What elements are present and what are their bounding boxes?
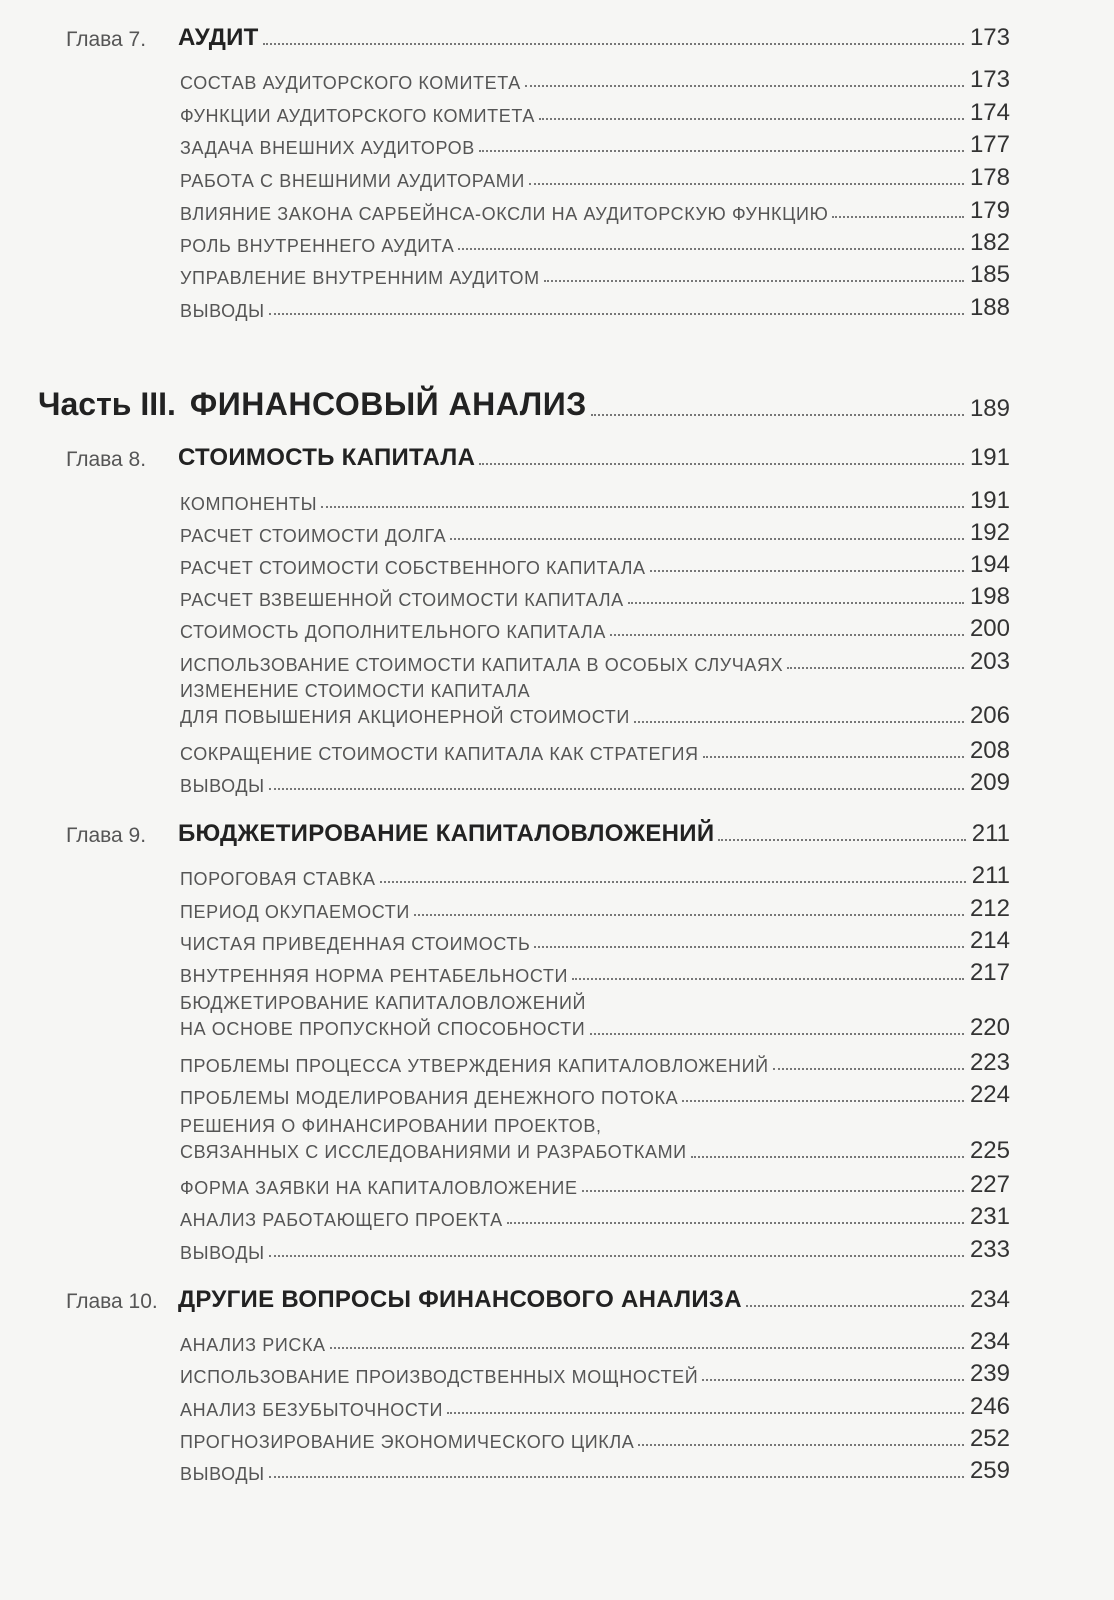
section-row (180, 551, 1010, 579)
section-row (180, 648, 1010, 676)
dot-leader (380, 881, 966, 883)
section-page: 224 (969, 1081, 1010, 1108)
chapter-page: 173 (969, 24, 1010, 51)
part-page: 189 (969, 395, 1010, 422)
section-row (180, 131, 1010, 159)
dot-leader (572, 978, 964, 980)
section-title: ВЫВОДЫ (180, 1464, 265, 1484)
section-title: ВЫВОДЫ (180, 1243, 265, 1263)
section-title: ФУНКЦИИ АУДИТОРСКОГО КОМИТЕТА (180, 106, 535, 126)
section-row (180, 229, 1010, 257)
section-page: 182 (969, 229, 1010, 256)
section-row (180, 1236, 1010, 1264)
section-title: ИСПОЛЬЗОВАНИЕ ПРОИЗВОДСТВЕННЫХ МОЩНОСТЕЙ (180, 1367, 699, 1387)
dot-leader (458, 248, 964, 250)
section-title: ВЫВОДЫ (180, 776, 265, 796)
section-title: ВНУТРЕННЯЯ НОРМА РЕНТАБЕЛЬНОСТИ (180, 966, 569, 986)
section-page: 177 (969, 131, 1010, 158)
section-row (180, 1049, 1010, 1077)
section-row (180, 66, 1010, 94)
section-row (180, 927, 1010, 955)
dot-leader (269, 1476, 964, 1478)
section-page: 173 (969, 66, 1010, 93)
section-row (180, 294, 1010, 322)
dot-leader (534, 946, 964, 948)
section-row (180, 959, 1010, 987)
section-title: АНАЛИЗ РИСКА (180, 1335, 326, 1355)
section-page: 211 (971, 862, 1010, 889)
section-page: 194 (969, 551, 1010, 578)
dot-leader (718, 839, 965, 841)
section-title: ВЫВОДЫ (180, 301, 265, 321)
dot-leader (787, 667, 964, 669)
chapter-number: Глава 7. (66, 28, 147, 51)
section-row (180, 487, 1010, 515)
section-row (180, 261, 1010, 289)
section-title: РАБОТА С ВНЕШНИМИ АУДИТОРАМИ (180, 171, 525, 191)
section-row (180, 583, 1010, 611)
section-page: 225 (969, 1137, 1010, 1164)
section-title: ВЛИЯНИЕ ЗАКОНА САРБЕЙНСА-ОКСЛИ НА АУДИТОРСКУЮ ФУНКЦИЮ (180, 204, 829, 224)
section-page: 174 (969, 99, 1010, 126)
section-page: 214 (969, 927, 1010, 954)
section-page: 200 (969, 615, 1010, 642)
section-page: 203 (969, 648, 1010, 675)
section-title-line1: БЮДЖЕТИРОВАНИЕ КАПИТАЛОВЛОЖЕНИЙ (180, 993, 587, 1013)
section-page: 192 (969, 519, 1010, 546)
section-page: 188 (969, 294, 1010, 321)
section-page: 246 (969, 1393, 1010, 1420)
dot-leader (539, 118, 964, 120)
section-row (180, 1203, 1010, 1231)
dot-leader (773, 1068, 964, 1070)
chapter-number: Глава 8. (66, 448, 147, 471)
section-title-line1: РЕШЕНИЯ О ФИНАНСИРОВАНИИ ПРОЕКТОВ, (180, 1116, 602, 1136)
dot-leader (832, 216, 964, 218)
section-row (180, 990, 1010, 1042)
section-title-line2: СВЯЗАННЫХ С ИССЛЕДОВАНИЯМИ И РАЗРАБОТКАМИ (180, 1142, 687, 1162)
section-title: ПРОБЛЕМЫ ПРОЦЕССА УТВЕРЖДЕНИЯ КАПИТАЛОВЛОЖЕНИЙ (180, 1056, 769, 1076)
dot-leader (590, 1033, 964, 1035)
section-page: 198 (969, 583, 1010, 610)
chapter-number: Глава 10. (66, 1290, 158, 1313)
section-title: ПРОГНОЗИРОВАНИЕ ЭКОНОМИЧЕСКОГО ЦИКЛА (180, 1432, 635, 1452)
dot-leader (702, 1379, 964, 1381)
dot-leader (610, 634, 964, 636)
dot-leader (746, 1305, 964, 1307)
chapter-row (66, 24, 1010, 52)
dot-leader (479, 463, 964, 465)
dot-leader (638, 1444, 964, 1446)
section-title: РАСЧЕТ ВЗВЕШЕННОЙ СТОИМОСТИ КАПИТАЛА (180, 590, 624, 610)
dot-leader (525, 85, 964, 87)
section-page: 231 (969, 1203, 1010, 1230)
section-page: 223 (969, 1049, 1010, 1076)
section-row (180, 1113, 1010, 1165)
section-title: РАСЧЕТ СТОИМОСТИ СОБСТВЕННОГО КАПИТАЛА (180, 558, 646, 578)
dot-leader (269, 313, 964, 315)
section-page: 179 (969, 197, 1010, 224)
section-row (180, 164, 1010, 192)
section-page: 234 (969, 1328, 1010, 1355)
section-row (180, 519, 1010, 547)
dot-leader (479, 150, 964, 152)
dot-leader (321, 506, 964, 508)
part-row (38, 386, 1010, 423)
section-title-line2: НА ОСНОВЕ ПРОПУСКНОЙ СПОСОБНОСТИ (180, 1019, 586, 1039)
dot-leader (414, 914, 964, 916)
section-title: АНАЛИЗ РАБОТАЮЩЕГО ПРОЕКТА (180, 1210, 503, 1230)
dot-leader (263, 43, 964, 45)
dot-leader (330, 1347, 964, 1349)
dot-leader (682, 1100, 964, 1102)
section-page: 259 (969, 1457, 1010, 1484)
chapter-number: Глава 9. (66, 824, 147, 847)
section-row (180, 1171, 1010, 1199)
section-page: 178 (969, 164, 1010, 191)
section-title: КОМПОНЕНТЫ (180, 494, 318, 514)
section-row (180, 737, 1010, 765)
chapter-row (66, 1286, 1010, 1314)
section-page: 227 (969, 1171, 1010, 1198)
section-row (180, 1425, 1010, 1453)
section-row (180, 1457, 1010, 1485)
section-title (180, 678, 630, 730)
section-title: СОКРАЩЕНИЕ СТОИМОСТИ КАПИТАЛА КАК СТРАТЕГИЯ (180, 744, 699, 764)
section-row (180, 678, 1010, 730)
section-title: СТОИМОСТЬ ДОПОЛНИТЕЛЬНОГО КАПИТАЛА (180, 622, 606, 642)
section-title-line1: ИЗМЕНЕНИЕ СТОИМОСТИ КАПИТАЛА (180, 681, 531, 701)
section-page: 206 (969, 702, 1010, 729)
section-title (180, 1113, 687, 1165)
chapter-page: 191 (969, 444, 1010, 471)
section-row (180, 862, 1010, 890)
section-title: АНАЛИЗ БЕЗУБЫТОЧНОСТИ (180, 1400, 444, 1420)
dot-leader (628, 602, 964, 604)
chapter-title: БЮДЖЕТИРОВАНИЕ КАПИТАЛОВЛОЖЕНИЙ (178, 820, 715, 847)
dot-leader (544, 280, 964, 282)
section-page: 191 (969, 487, 1010, 514)
section-page: 220 (969, 1014, 1010, 1041)
dot-leader (269, 788, 964, 790)
section-title: УПРАВЛЕНИЕ ВНУТРЕННИМ АУДИТОМ (180, 268, 540, 288)
dot-leader (634, 721, 964, 723)
dot-leader (582, 1190, 964, 1192)
chapter-row (66, 820, 1010, 848)
chapter-row (66, 444, 1010, 472)
section-page: 233 (969, 1236, 1010, 1263)
section-row (180, 615, 1010, 643)
section-title: РОЛЬ ВНУТРЕННЕГО АУДИТА (180, 236, 455, 256)
dot-leader (507, 1222, 964, 1224)
dot-leader (703, 756, 964, 758)
dot-leader (591, 414, 964, 416)
section-title: РАСЧЕТ СТОИМОСТИ ДОЛГА (180, 526, 447, 546)
dot-leader (269, 1255, 964, 1257)
section-title: ЗАДАЧА ВНЕШНИХ АУДИТОРОВ (180, 138, 475, 158)
dot-leader (691, 1156, 964, 1158)
section-page: 239 (969, 1360, 1010, 1387)
section-page: 252 (969, 1425, 1010, 1452)
chapter-title: ДРУГИЕ ВОПРОСЫ ФИНАНСОВОГО АНАЛИЗА (178, 1286, 742, 1313)
chapter-page: 234 (969, 1286, 1010, 1313)
dot-leader (650, 570, 964, 572)
chapter-title: СТОИМОСТЬ КАПИТАЛА (178, 444, 476, 471)
dot-leader (447, 1412, 964, 1414)
section-page: 212 (969, 895, 1010, 922)
section-title: ФОРМА ЗАЯВКИ НА КАПИТАЛОВЛОЖЕНИЕ (180, 1178, 578, 1198)
part-title: ФИНАНСОВЫЙ АНАЛИЗ (189, 386, 587, 422)
section-page: 208 (969, 737, 1010, 764)
section-title: СОСТАВ АУДИТОРСКОГО КОМИТЕТА (180, 73, 521, 93)
section-row (180, 895, 1010, 923)
section-title: ИСПОЛЬЗОВАНИЕ СТОИМОСТИ КАПИТАЛА В ОСОБЫХ СЛУЧАЯХ (180, 655, 784, 675)
part-number: Часть III. (38, 386, 176, 422)
section-row (180, 99, 1010, 127)
section-row (180, 1360, 1010, 1388)
dot-leader (450, 538, 964, 540)
section-row (180, 1328, 1010, 1356)
section-title-line2: ДЛЯ ПОВЫШЕНИЯ АКЦИОНЕРНОЙ СТОИМОСТИ (180, 707, 630, 727)
dot-leader (529, 183, 964, 185)
section-page: 185 (969, 261, 1010, 288)
section-row (180, 197, 1010, 225)
section-title: ПЕРИОД ОКУПАЕМОСТИ (180, 902, 410, 922)
section-page: 217 (969, 959, 1010, 986)
section-title: ПОРОГОВАЯ СТАВКА (180, 869, 376, 889)
section-row (180, 1081, 1010, 1109)
chapter-page: 211 (971, 820, 1010, 847)
chapter-title: АУДИТ (178, 24, 259, 51)
section-row (180, 1393, 1010, 1421)
section-row (180, 769, 1010, 797)
section-page: 209 (969, 769, 1010, 796)
section-title: ПРОБЛЕМЫ МОДЕЛИРОВАНИЯ ДЕНЕЖНОГО ПОТОКА (180, 1088, 679, 1108)
section-title (180, 990, 586, 1042)
section-title: ЧИСТАЯ ПРИВЕДЕННАЯ СТОИМОСТЬ (180, 934, 531, 954)
